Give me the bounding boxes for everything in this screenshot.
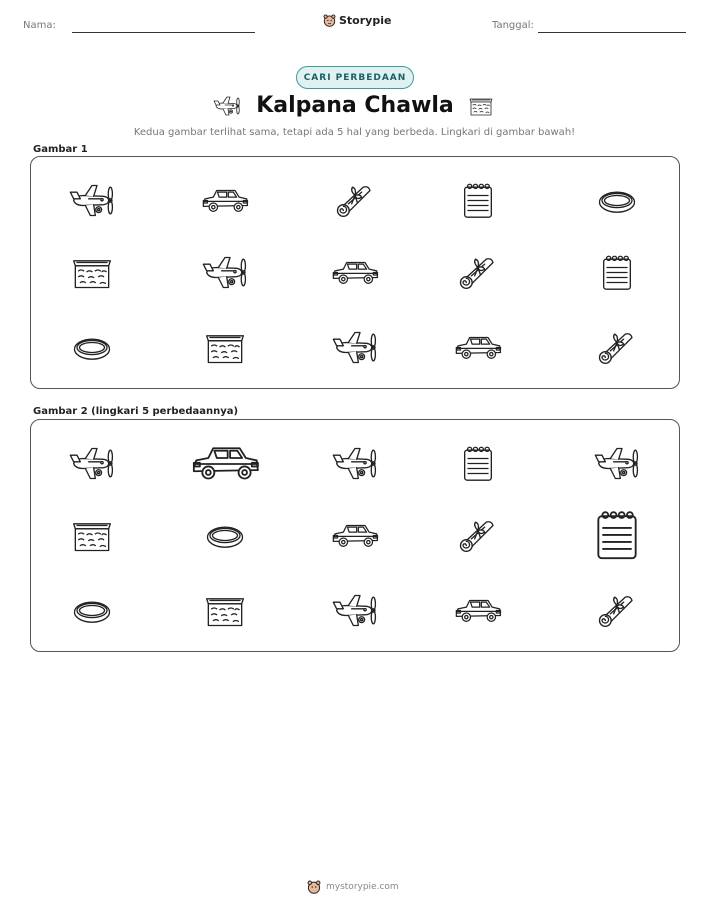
scroll-icon[interactable] <box>330 182 380 219</box>
box-icon[interactable] <box>67 517 117 554</box>
box-icon[interactable] <box>200 592 250 629</box>
notepad-icon[interactable] <box>592 254 642 291</box>
notepad-icon[interactable] <box>453 182 503 219</box>
notepad-icon[interactable] <box>453 445 503 482</box>
picture2-label: Gambar 2 (lingkari 5 perbedaannya) <box>33 406 239 417</box>
airplane-icon[interactable] <box>200 254 250 291</box>
notepad-icon[interactable] <box>582 509 652 561</box>
picture2-grid <box>30 419 680 652</box>
footer <box>307 880 399 894</box>
name-label: Nama: <box>23 20 56 31</box>
box-icon <box>466 95 496 117</box>
storypie-logo-icon <box>307 880 321 894</box>
car-icon[interactable] <box>330 254 380 291</box>
car-icon[interactable] <box>330 517 380 554</box>
instructions: Kedua gambar terlihat sama, tetapi ada 5 hal yang berbeda. Lingkari di gambar bawah! <box>133 127 576 138</box>
footer-site: mystorypie.com <box>326 882 399 892</box>
car-icon[interactable] <box>453 592 503 629</box>
box-icon[interactable] <box>67 254 117 291</box>
scroll-icon[interactable] <box>453 254 503 291</box>
date-label: Tanggal: <box>492 20 534 31</box>
airplane-icon[interactable] <box>67 445 117 482</box>
airplane-icon[interactable] <box>592 445 642 482</box>
brand-name: Storypie <box>339 14 392 27</box>
picture1-label: Gambar 1 <box>33 144 88 155</box>
name-field-line[interactable] <box>72 32 255 33</box>
storypie-logo-icon <box>323 14 336 27</box>
picture1-grid <box>30 156 680 389</box>
ring-icon[interactable] <box>67 329 117 366</box>
ring-icon[interactable] <box>592 182 642 219</box>
brand <box>323 14 391 27</box>
ring-icon[interactable] <box>200 517 250 554</box>
scroll-icon[interactable] <box>592 329 642 366</box>
airplane-icon <box>212 95 242 117</box>
scroll-icon[interactable] <box>453 517 503 554</box>
airplane-icon[interactable] <box>330 592 380 629</box>
scroll-icon[interactable] <box>592 592 642 629</box>
car-icon[interactable] <box>453 329 503 366</box>
date-field-line[interactable] <box>538 32 686 33</box>
car-icon[interactable] <box>189 436 262 490</box>
ring-icon[interactable] <box>67 592 117 629</box>
car-icon[interactable] <box>200 182 250 219</box>
airplane-icon[interactable] <box>330 329 380 366</box>
airplane-icon[interactable] <box>67 182 117 219</box>
page-title: Kalpana Chawla <box>256 93 454 118</box>
box-icon[interactable] <box>200 329 250 366</box>
airplane-icon[interactable] <box>330 445 380 482</box>
activity-tag: CARI PERBEDAAN <box>296 66 414 89</box>
